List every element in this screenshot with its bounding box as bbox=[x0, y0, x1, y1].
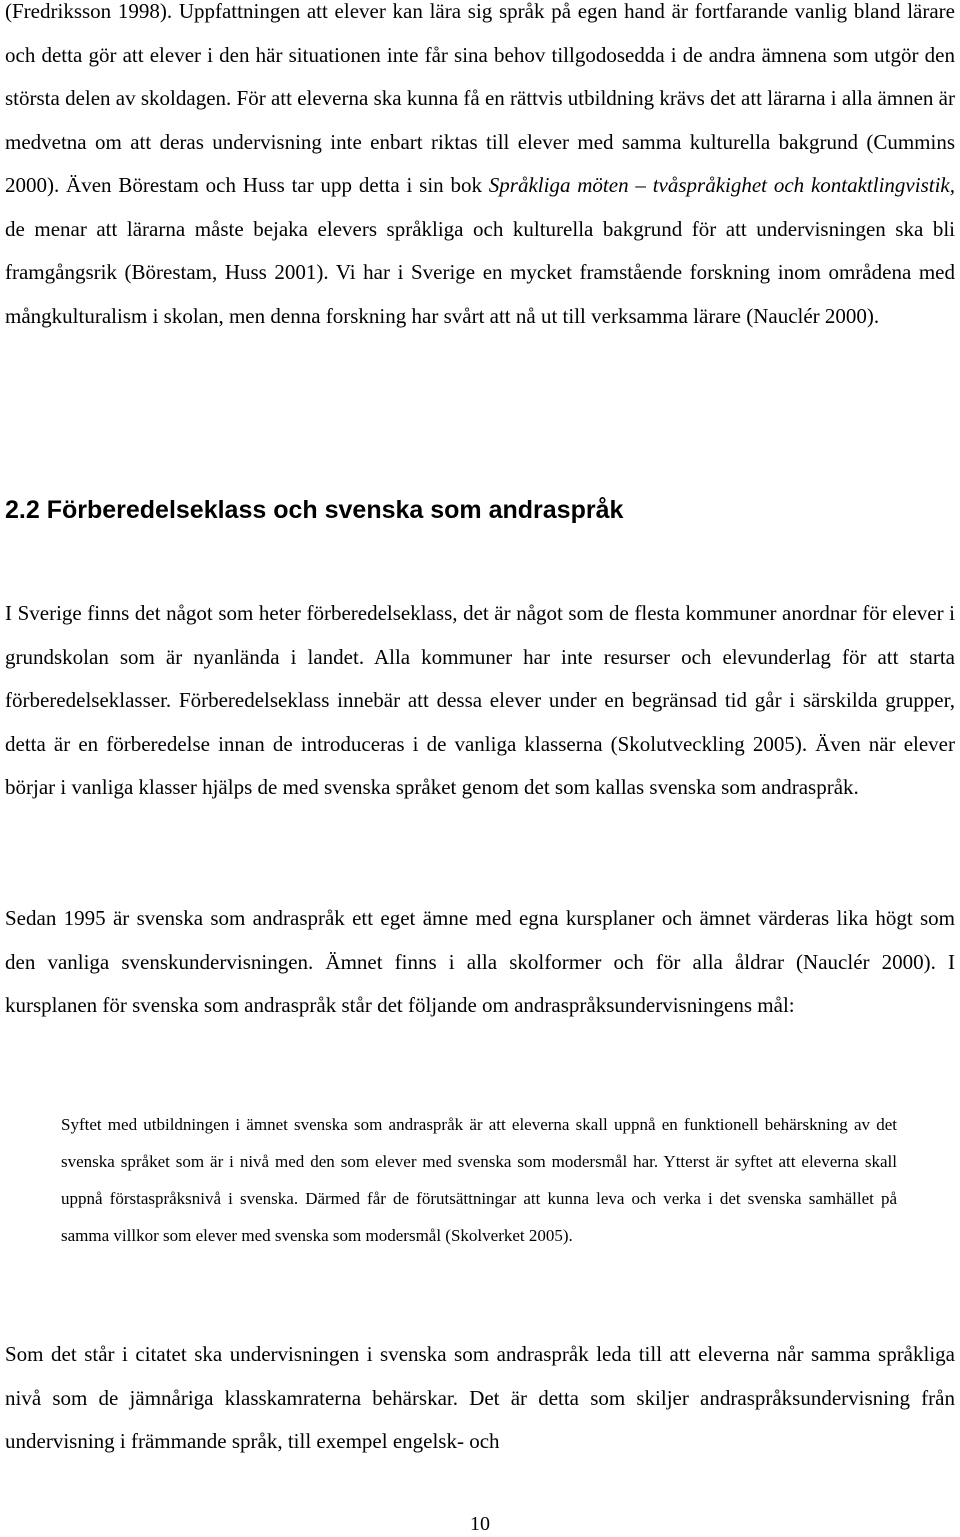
body-paragraph-2: I Sverige finns det något som heter förberedelseklass, det är något som de flesta kommuner anordnar för elever i grundskolan som är nyanlända i landet. Alla kommuner har inte resurser och elevunderlag för att starta förberedelseklasser. Förberedelseklass innebär att dessa elever under en begränsad tid går i särskilda grupper, detta är en förberedelse innan de introduceras i de vanliga klasserna (Skolutveckling 2005). Även när elever börjar i vanliga klasser hjälps de med svenska språket genom det som kallas svenska som andraspråk. bbox=[5, 601, 955, 799]
page-number: 10 bbox=[470, 1513, 490, 1535]
body-paragraph-1 bbox=[5, 0, 955, 338]
body-paragraph-3: Sedan 1995 är svenska som andraspråk ett eget ämne med egna kursplaner och ämnet värderas lika högt som den vanliga svenskundervisningen. Ämnet finns i alla skolformer och för alla åldrar (Nauclér 2000). I kursplanen för svenska som andraspråk står det följande om andraspråksundervisningens mål: bbox=[5, 906, 955, 1017]
paragraph-1-text-b: de menar att lärarna måste bejaka elevers språkliga och kulturella bakgrund för att undervisningen ska bli framgångsrik (Börestam, Huss 2001). Vi har i Sverige en mycket framstående forskning inom områdena med mångkulturalism i skolan, men denna forskning har svårt att nå ut till verksamma lärare (Nauclér 2000). bbox=[5, 216, 955, 328]
block-quote: Syftet med utbildningen i ämnet svenska som andraspråk är att eleverna skall uppnå en funktionell behärskning av det svenska språket som är i nivå med den som elever med svenska som modersmål har. Ytterst är syftet att eleverna skall uppnå förstaspråksnivå i svenska. Därmed får de förutsättningar att kunna leva och verka i det svenska samhället på samma villkor som elever med svenska som modersmål (Skolverket 2005). bbox=[61, 1115, 897, 1245]
body-paragraph-4: Som det står i citatet ska undervisningen i svenska som andraspråk leda till att eleverna når samma språkliga nivå som de jämnåriga klasskamraterna behärskar. Det är detta som skiljer andraspråksundervisning från undervisning i främmande språk, till exempel engelsk- och bbox=[5, 1342, 955, 1453]
section-heading: 2.2 Förberedelseklass och svenska som andraspråk bbox=[5, 496, 624, 524]
book-title: Språkliga möten – tvåspråkighet och kontaktlingvistik, bbox=[488, 173, 955, 197]
paragraph-1-text-a: (Fredriksson 1998). Uppfattningen att elever kan lära sig språk på egen hand är fortfarande vanlig bland lärare och detta gör att elever i den här situationen inte får sina behov tillgodosedda i de andra ämnena som utgör den största delen av skoldagen. För att eleverna ska kunna få en rättvis utbildning krävs det att lärarna i alla ämnen är medvetna om att deras undervisning inte enbart riktas till elever med samma kulturella bakgrund (Cummins 2000). Även Börestam och Huss tar upp detta i sin bok bbox=[5, 0, 955, 197]
